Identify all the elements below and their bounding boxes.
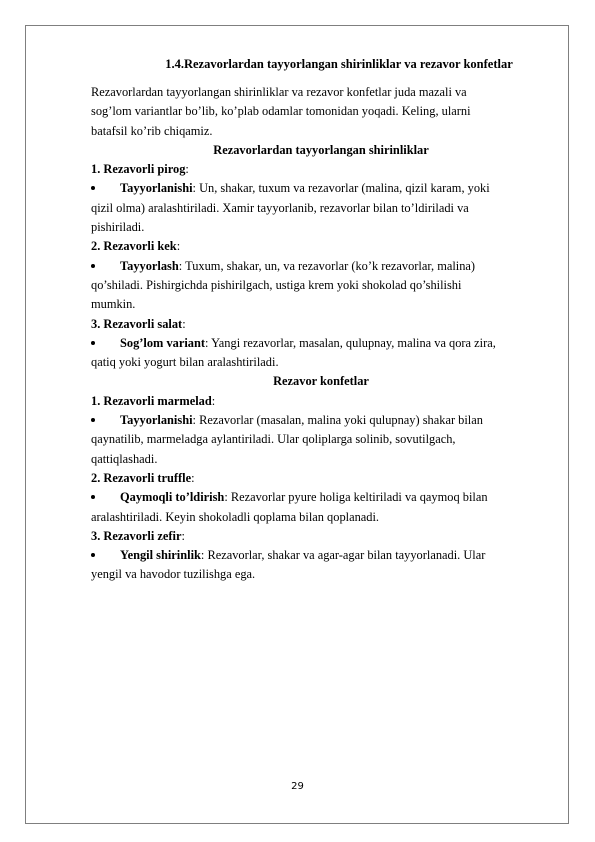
section-title-candies: Rezavor konfetlar xyxy=(273,374,369,389)
bullet-icon xyxy=(91,418,95,422)
bullet-text: qatiq yoki yogurt bilan aralashtiriladi. xyxy=(91,355,279,370)
intro-line: sog’lom variantlar bo’lib, ko’plab odamlar tomonidan yoqadi. Keling, ularni xyxy=(91,104,471,119)
intro-paragraph xyxy=(91,83,551,141)
bullet-text: yengil va havodor tuzilishga ega. xyxy=(91,567,256,582)
bullet-text: qizil olma) aralashtiriladi. Xamir tayyorlanib, rezavorlar bilan to’ldiriladi va xyxy=(91,200,469,215)
page-content xyxy=(91,55,551,585)
bullet-text: qattiqlashadi. xyxy=(91,451,158,466)
bullet-text: pishiriladi. xyxy=(91,220,145,235)
list-item xyxy=(91,411,551,469)
page-number: 29 xyxy=(291,781,304,792)
bullet-label: Yengil shirinlik xyxy=(120,548,201,563)
bullet-text: aralashtiriladi. Keyin shokoladli qoplama bilan qoplanadi. xyxy=(91,509,380,524)
bullet-text: : Yangi rezavorlar, masalan, qulupnay, malina va qora zira, xyxy=(205,335,496,350)
list-item xyxy=(91,334,551,373)
bullet-text: : Un, shakar, tuxum va rezavorlar (malina, qizil karam, yoki xyxy=(192,181,490,196)
item-heading: 3. Rezavorli salat: xyxy=(91,316,186,331)
list-item xyxy=(91,257,551,315)
bullet-text: : Tuxum, shakar, un, va rezavorlar (ko’k rezavorlar, malina) xyxy=(178,258,476,273)
bullet-icon xyxy=(91,553,95,557)
bullet-text: mumkin. xyxy=(91,297,136,312)
bullet-text: : Rezavorlar (masalan, malina yoki qulupnay) shakar bilan xyxy=(192,413,483,428)
bullet-text: : Rezavorlar pyure holiga keltiriladi va qaymoq bilan xyxy=(224,490,488,505)
bullet-text: qo’shiladi. Pishirgichda pishirilgach, ustiga krem yoki shokolad qo’shilishi xyxy=(91,277,462,292)
intro-line: Rezavorlardan tayyorlangan shirinliklar va rezavor konfetlar juda mazali va xyxy=(91,85,467,99)
bullet-label: Sog’lom variant xyxy=(120,335,206,350)
list-item xyxy=(91,179,551,237)
item-heading: 1. Rezavorli marmelad: xyxy=(91,393,216,408)
item-heading: 1. Rezavorli pirog: xyxy=(91,162,189,177)
intro-line: batafsil ko’rib chiqamiz. xyxy=(91,123,213,138)
bullet-text: qaynatilib, marmeladga aylantiriladi. Ular qoliplarga solinib, sovutilgach, xyxy=(91,432,456,447)
section-title-desserts: Rezavorlardan tayyorlangan shirinliklar xyxy=(213,142,429,157)
bullet-icon xyxy=(91,264,95,268)
bullet-label: Qaymoqli to’ldirish xyxy=(120,490,225,505)
bullet-icon xyxy=(91,186,95,190)
chapter-heading: 1.4.Rezavorlardan tayyorlangan shirinliklar va rezavor konfetlar xyxy=(165,57,513,71)
bullet-label: Tayyorlanishi xyxy=(120,413,193,428)
list-item xyxy=(91,546,551,585)
bullet-label: Tayyorlanishi xyxy=(120,181,193,196)
item-heading: 2. Rezavorli truffle: xyxy=(91,470,195,485)
bullet-text: : Rezavorlar, shakar va agar-agar bilan tayyorlanadi. Ular xyxy=(200,548,486,563)
item-heading: 3. Rezavorli zefir: xyxy=(91,528,185,543)
list-item xyxy=(91,488,551,527)
bullet-icon xyxy=(91,341,95,345)
bullet-label: Tayyorlash xyxy=(120,258,179,273)
item-heading: 2. Rezavorli kek: xyxy=(91,239,181,254)
bullet-icon xyxy=(91,495,95,499)
